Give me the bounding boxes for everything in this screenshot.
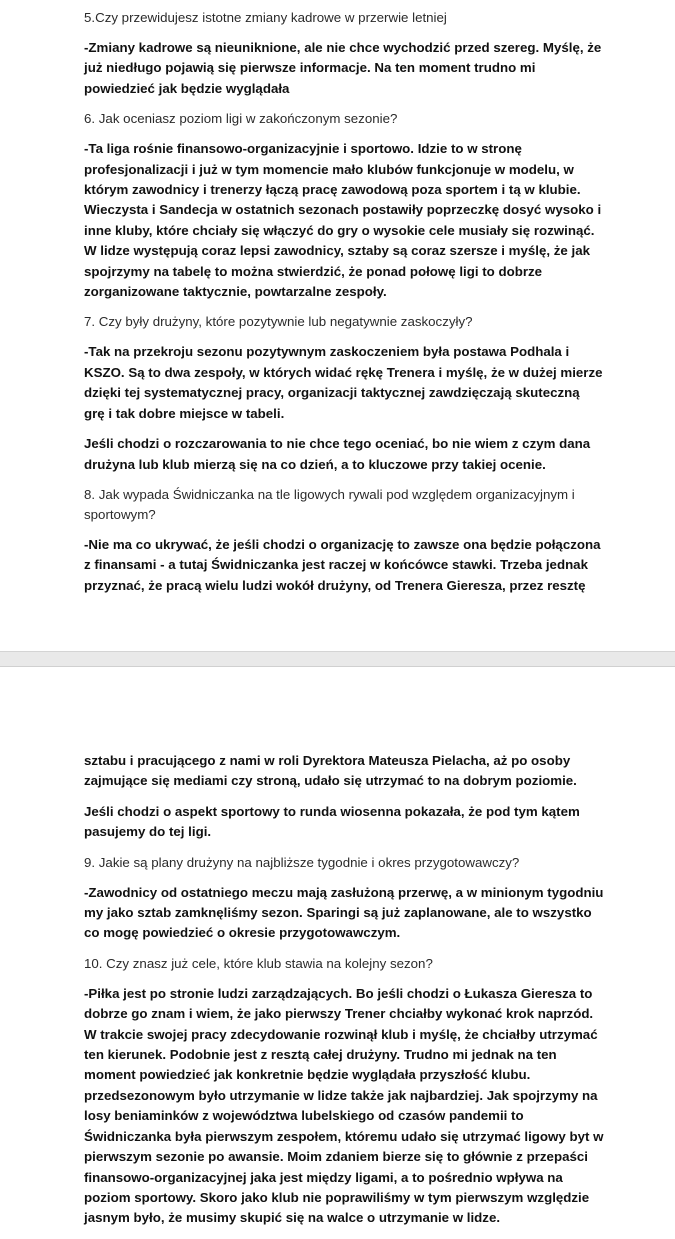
page-1-text: [84, 8, 604, 606]
document-page-2: [0, 667, 675, 1226]
question-9: 9. Jakie są plany drużyny na najbliższe tygodnie i okres przygotowawczy?: [84, 854, 520, 870]
answer-7-part-1: -Tak na przekroju sezonu pozytywnym zaskoczeniem była postawa Podhala i KSZO. Są to dwa zespoły, w których widać rękę Trenera i myślę, że w dużej mierze dzięki tej systematycznej pracy, organizacji taktycznej zawdzięczają skuteczną grę i tak dobre miejsce w tabeli.: [84, 344, 603, 421]
answer-7-part-2: Jeśli chodzi o rozczarowania to nie chce tego oceniać, bo nie wiem z czym dana drużyna lub klub mierzą się na co dzień, a to kluczowe przy takiej ocenie.: [84, 436, 591, 472]
answer-6: -Ta liga rośnie finansowo-organizacyjnie i sportowo. Idzie to w stronę profesjonalizacji i już w tym momencie mało klubów funkcjonuje w modelu, w którym zawodnicy i trenerzy łączą pracę zawodową poza sportem i tą w klubie. Wieczysta i Sandecja w ostatnich sezonach postawiły poprzeczkę dosyć wysoko i inne kluby, które chciały się włączyć do gry o wysokie cele musiały się rozwinąć. W lidze występują coraz lepsi zawodnicy, sztaby są coraz szersze i myślę, że jak spojrzymy na tabelę to można stwierdzić, że ponad połowę ligi to dobrze zorganizowane taktycznie, powtarzalne zespoły.: [84, 141, 602, 300]
question-8: 8. Jak wypada Świdniczanka na tle ligowych rywali pod względem organizacyjnym i sportowym?: [84, 486, 575, 522]
page-separator: [0, 652, 675, 667]
question-5: 5.Czy przewidujesz istotne zmiany kadrowe w przerwie letniej: [84, 10, 447, 25]
answer-8-part-3: Jeśli chodzi o aspekt sportowy to runda wiosenna pokazała, że pod tym kątem pasujemy do tej ligi.: [84, 803, 580, 840]
question-7: 7. Czy były drużyny, które pozytywnie lub negatywnie zaskoczyły?: [84, 314, 473, 330]
answer-10: -Piłka jest po stronie ludzi zarządzających. Bo jeśli chodzi o Łukasza Gieresza to dobrze go znam i wiem, że jako pierwszy Trener chciałby wykonać krok naprzód. W trakcie swojej pracy zdecydowanie rozwinął klub i myślę, że chciałby utrzymać ten kierunek. Podobnie jest z resztą całej drużyny. Trudno mi jednak na ten moment powiedzieć jak konkretnie będzie wyglądała przyszłość klubu. przedsezonowym było utrzymanie w lidze także jak najbardziej. Jak spojrzymy na losy beniaminków z województwa lubelskiego od czasów pandemii to Świdniczanka była pierwszym zespołem, któremu udało się utrzymać ligowy byt w pierwszym sezonie po awansie. Moim zdaniem bierze się to głównie z przepaści finansowo-organizacyjnej jaka jest między ligami, a to pośrednio wpływa na poziom sportowy. Skoro jako klub nie poprawiliśmy w tym pierwszym względzie jasnym było, że musimy skupić się na walce o utrzymanie w lidze.: [84, 985, 604, 1226]
answer-5: -Zmiany kadrowe są nieuniknione, ale nie chce wychodzić przed szereg. Myślę, że już niedługo pojawią się pierwsze informacje. Na ten moment trudno mi powiedzieć jak będzie wyglądała: [84, 40, 602, 96]
answer-9: -Zawodnicy od ostatniego meczu mają zasłużoną przerwę, a w minionym tygodniu my jako sztab zamknęliśmy sezon. Sparingi są już zaplanowane, ale to wszystko co mogę powiedzieć o okresie przygotowawczym.: [84, 884, 604, 941]
page-2-text: [84, 751, 604, 1239]
question-6: 6. Jak oceniasz poziom ligi w zakończonym sezonie?: [84, 111, 398, 127]
question-10: 10. Czy znasz już cele, które klub stawia na kolejny sezon?: [84, 955, 433, 971]
answer-8-part-1: -Nie ma co ukrywać, że jeśli chodzi o organizację to zawsze ona będzie połączona z finansami - a tutaj Świdniczanka jest raczej w końcówce stawki. Trzeba jednak przyznać, że pracą wielu ludzi wokół drużyny, od Trenera Gieresza, przez resztę: [84, 536, 601, 593]
answer-8-part-2: sztabu i pracującego z nami w roli Dyrektora Mateusza Pielacha, aż po osoby zajmujące się mediami czy stroną, udało się utrzymać to na dobrym poziomie.: [84, 753, 577, 789]
